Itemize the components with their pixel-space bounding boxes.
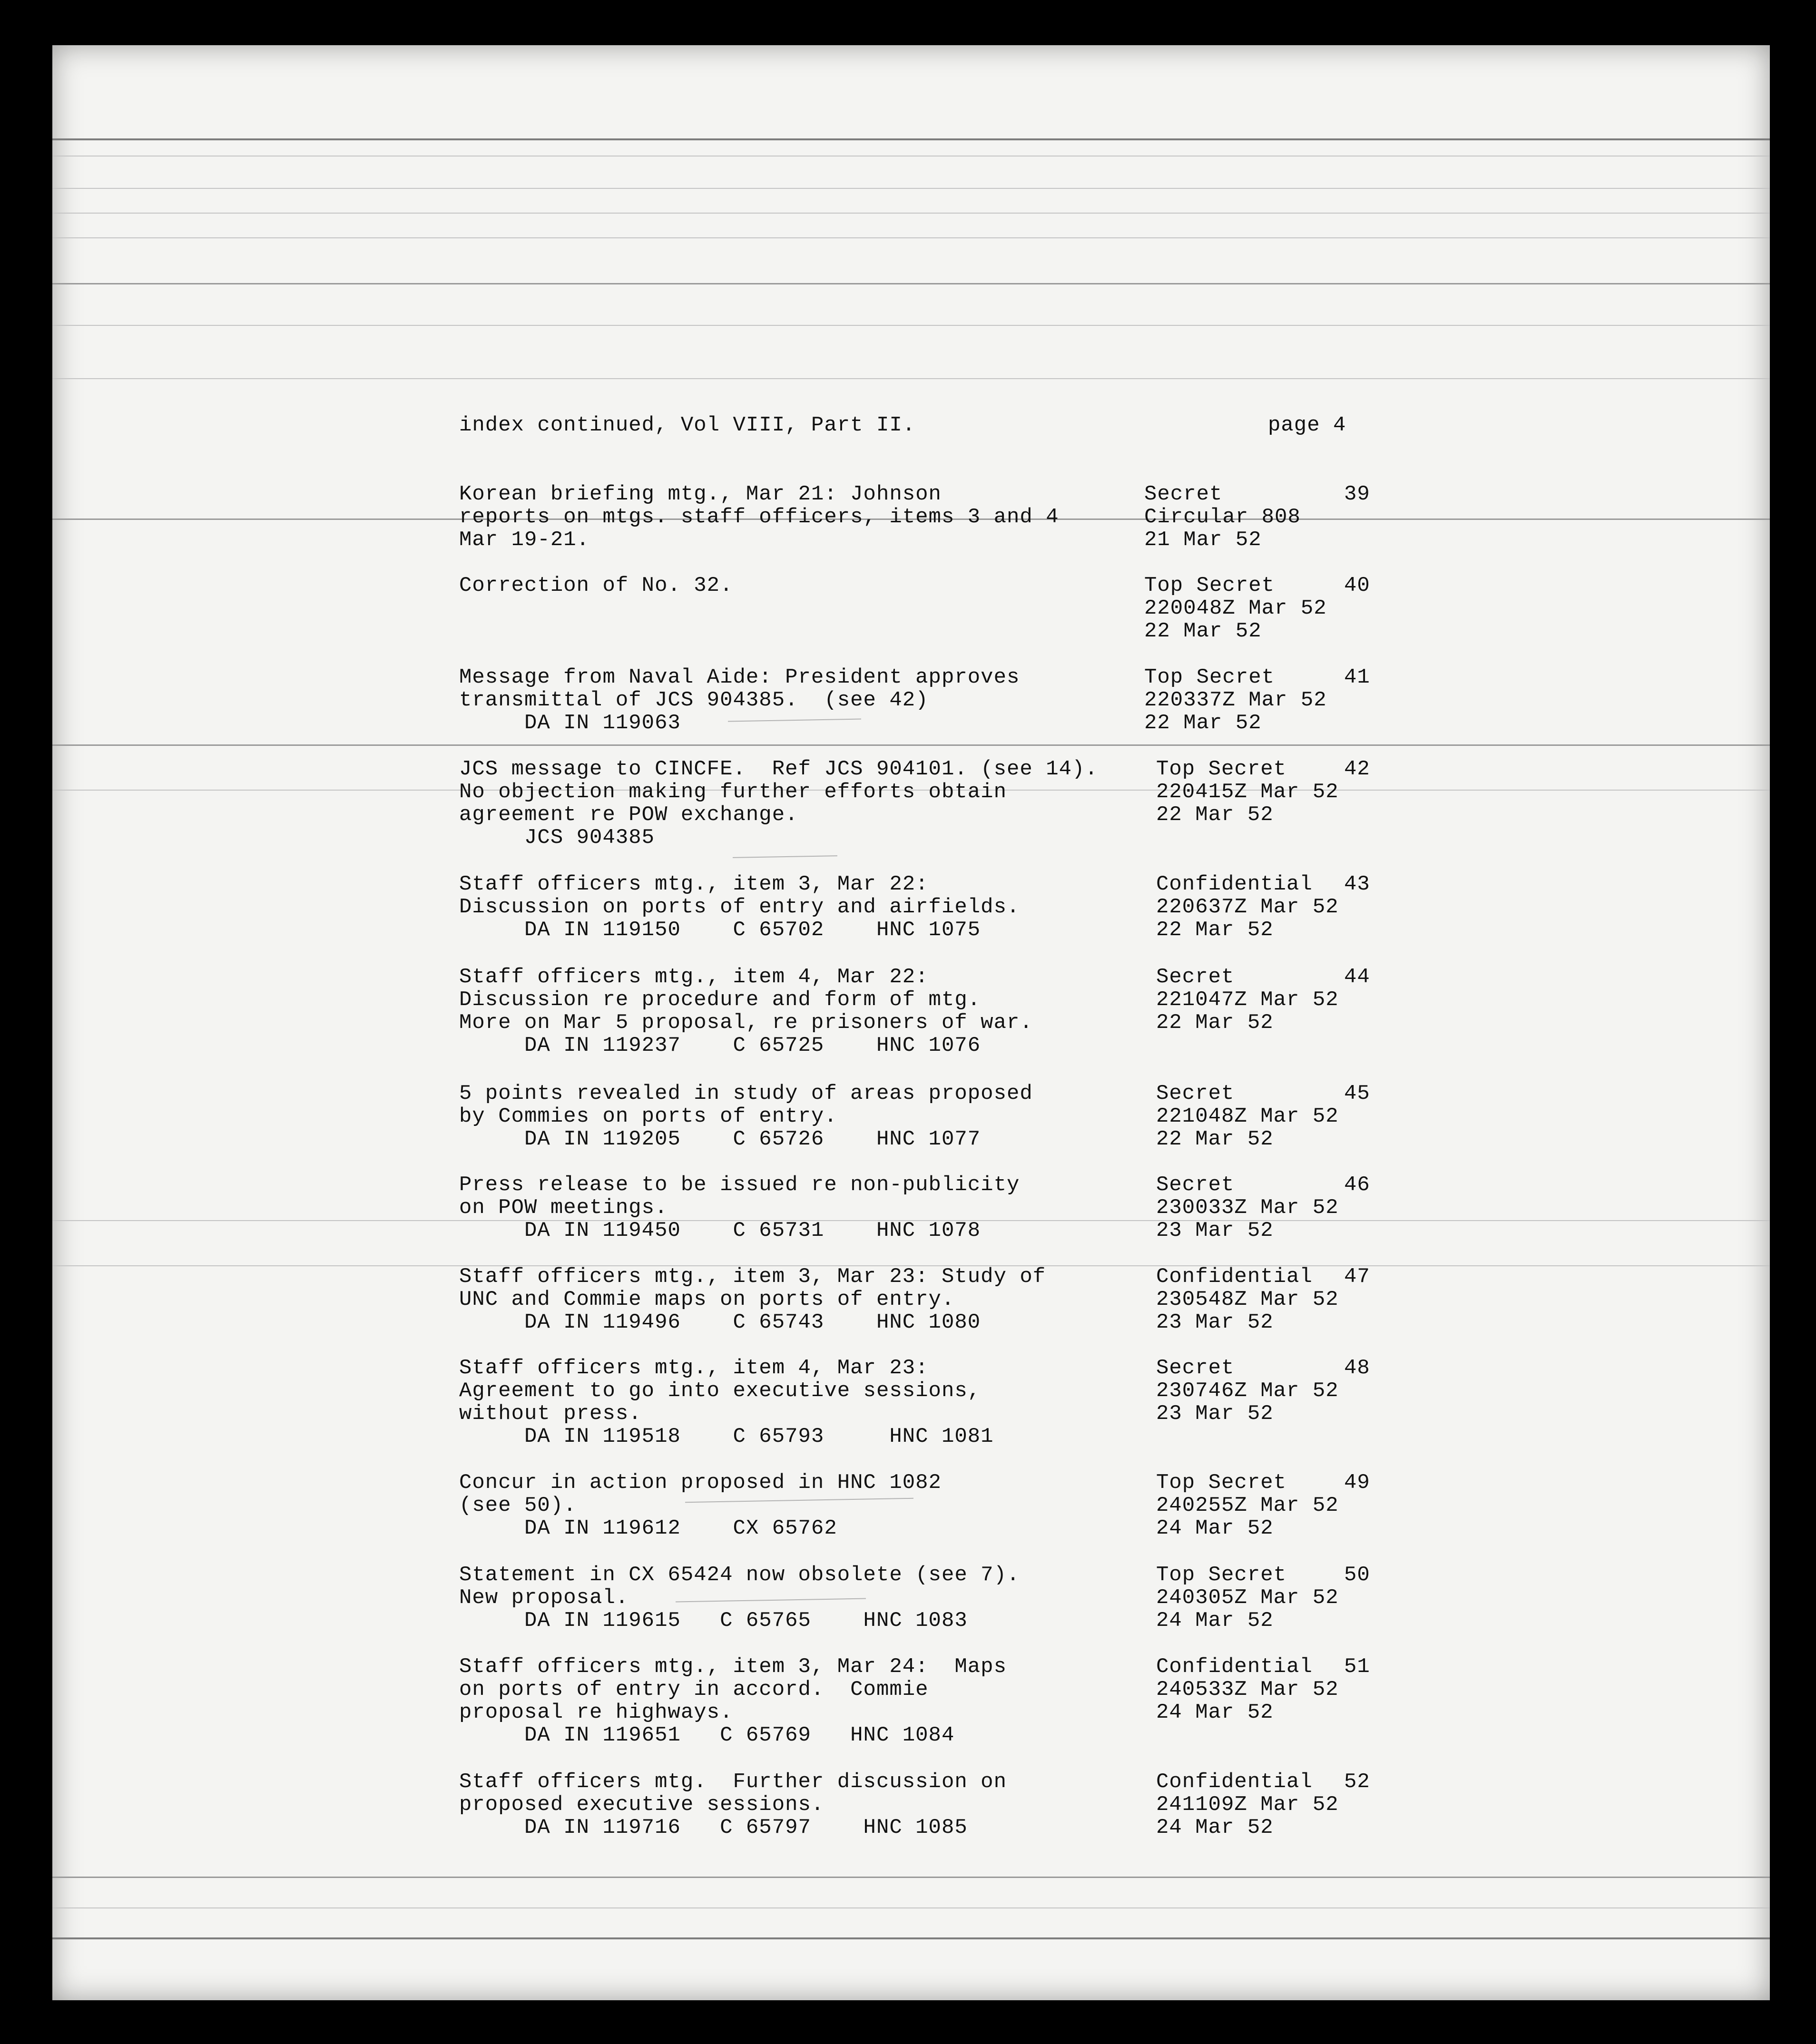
entry-reference: 240255Z Mar 52	[1156, 1494, 1339, 1517]
pencil-mark	[685, 1498, 913, 1503]
entry-description-line: Mar 19-21.	[459, 528, 590, 552]
pencil-mark	[728, 719, 861, 722]
entry-description-line: DA IN 119237 C 65725 HNC 1076	[459, 1034, 981, 1057]
entry-description-line: by Commies on ports of entry.	[459, 1105, 837, 1128]
entry-description-line: JCS 904385	[459, 826, 655, 850]
entry-classification: Top Secret	[1144, 574, 1275, 597]
entry-description-line: 5 points revealed in study of areas proposed	[459, 1082, 1033, 1105]
entry-description-line: Statement in CX 65424 now obsolete (see 7).	[459, 1563, 1020, 1587]
entry-description-line: agreement re POW exchange.	[459, 803, 798, 827]
entry-number: 46	[1344, 1173, 1370, 1197]
entry-number: 40	[1344, 574, 1370, 597]
entry-reference: 230746Z Mar 52	[1156, 1379, 1339, 1403]
entry-reference: 22 Mar 52	[1144, 711, 1262, 735]
entry-number: 48	[1344, 1356, 1370, 1380]
ruled-line	[52, 283, 1770, 284]
entry-description-line: Staff officers mtg. Further discussion on	[459, 1770, 1007, 1794]
entry-classification: Secret	[1156, 1082, 1235, 1105]
ruled-line	[52, 237, 1770, 238]
entry-description-line: DA IN 119496 C 65743 HNC 1080	[459, 1311, 981, 1334]
ruled-line	[52, 1937, 1770, 1939]
entry-reference: 24 Mar 52	[1156, 1701, 1274, 1724]
entry-classification: Confidential	[1156, 1265, 1313, 1289]
entry-classification: Confidential	[1156, 872, 1313, 896]
entry-reference: 220048Z Mar 52	[1144, 597, 1327, 620]
entry-reference: 220637Z Mar 52	[1156, 895, 1339, 919]
entry-description-line: on ports of entry in accord. Commie	[459, 1678, 929, 1702]
entry-description-line: DA IN 119615 C 65765 HNC 1083	[459, 1609, 968, 1633]
entry-reference: 21 Mar 52	[1144, 528, 1262, 552]
entry-reference: 230548Z Mar 52	[1156, 1288, 1339, 1311]
entry-classification: Secret	[1156, 965, 1235, 989]
entry-reference: 24 Mar 52	[1156, 1516, 1274, 1540]
ruled-line	[52, 213, 1770, 214]
entry-classification: Confidential	[1156, 1770, 1313, 1794]
entry-reference: 230033Z Mar 52	[1156, 1196, 1339, 1220]
entry-description-line: Concur in action proposed in HNC 1082	[459, 1471, 942, 1495]
entry-classification: Top Secret	[1156, 1471, 1287, 1495]
entry-number: 50	[1344, 1563, 1370, 1587]
entry-number: 42	[1344, 757, 1370, 781]
entry-description-line: JCS message to CINCFE. Ref JCS 904101. (see 14).	[459, 757, 1098, 781]
ruled-line	[52, 378, 1770, 379]
entry-description-line: Discussion re procedure and form of mtg.	[459, 988, 981, 1012]
entry-description-line: DA IN 119651 C 65769 HNC 1084	[459, 1723, 955, 1747]
entry-description-line: Press release to be issued re non-publicity	[459, 1173, 1020, 1197]
entry-description-line: More on Mar 5 proposal, re prisoners of war.	[459, 1011, 1033, 1035]
entry-description-line: transmittal of JCS 904385. (see 42)	[459, 688, 929, 712]
ruled-line	[52, 744, 1770, 746]
entry-classification: Confidential	[1156, 1655, 1313, 1679]
entry-description-line: Staff officers mtg., item 3, Mar 24: Maps	[459, 1655, 1007, 1679]
entry-reference: 221047Z Mar 52	[1156, 988, 1339, 1012]
entry-description-line: DA IN 119205 C 65726 HNC 1077	[459, 1127, 981, 1151]
entry-description-line: Correction of No. 32.	[459, 574, 733, 597]
entry-description-line: DA IN 119450 C 65731 HNC 1078	[459, 1219, 981, 1242]
entry-description-line: Korean briefing mtg., Mar 21: Johnson	[459, 482, 942, 506]
entry-reference: 22 Mar 52	[1156, 1127, 1274, 1151]
entry-number: 49	[1344, 1471, 1370, 1495]
pencil-mark	[733, 855, 837, 858]
entry-reference: 22 Mar 52	[1156, 1011, 1274, 1035]
entry-reference: 22 Mar 52	[1156, 803, 1274, 827]
entry-classification: Top Secret	[1144, 665, 1275, 689]
entry-description-line: Agreement to go into executive sessions,	[459, 1379, 981, 1403]
entry-description-line: (see 50).	[459, 1494, 577, 1517]
entry-reference: 23 Mar 52	[1156, 1219, 1274, 1242]
entry-number: 45	[1344, 1082, 1370, 1105]
ruled-line	[52, 138, 1770, 140]
entry-number: 41	[1344, 665, 1370, 689]
entry-reference: 221048Z Mar 52	[1156, 1105, 1339, 1128]
entry-reference: 22 Mar 52	[1156, 918, 1274, 942]
entry-description-line: Staff officers mtg., item 3, Mar 22:	[459, 872, 929, 896]
entry-description-line: DA IN 119150 C 65702 HNC 1075	[459, 918, 981, 942]
entry-reference: Circular 808	[1144, 505, 1301, 529]
entry-reference: 22 Mar 52	[1144, 619, 1262, 643]
entry-description-line: Staff officers mtg., item 3, Mar 23: Study of	[459, 1265, 1046, 1289]
entry-description-line: Discussion on ports of entry and airfields.	[459, 895, 1020, 919]
entry-description-line: without press.	[459, 1402, 642, 1426]
entry-number: 43	[1344, 872, 1370, 896]
entry-reference: 24 Mar 52	[1156, 1609, 1274, 1633]
entry-reference: 23 Mar 52	[1156, 1402, 1274, 1426]
entry-description-line: proposal re highways.	[459, 1701, 733, 1724]
ruled-line	[52, 325, 1770, 326]
entry-number: 44	[1344, 965, 1370, 989]
entry-reference: 220337Z Mar 52	[1144, 688, 1327, 712]
entry-classification: Secret	[1156, 1356, 1235, 1380]
entry-reference: 24 Mar 52	[1156, 1816, 1274, 1839]
entry-description-line: proposed executive sessions.	[459, 1793, 825, 1817]
entry-description-line: UNC and Commie maps on ports of entry.	[459, 1288, 955, 1311]
entry-description-line: DA IN 119518 C 65793 HNC 1081	[459, 1425, 994, 1448]
pencil-mark	[676, 1598, 866, 1603]
entry-description-line: Message from Naval Aide: President approves	[459, 665, 1020, 689]
entry-reference: 23 Mar 52	[1156, 1311, 1274, 1334]
page-number: page 4	[1268, 413, 1346, 437]
entry-reference: 241109Z Mar 52	[1156, 1793, 1339, 1817]
page-title: index continued, Vol VIII, Part II.	[459, 413, 916, 437]
entry-number: 52	[1344, 1770, 1370, 1794]
entry-description-line: New proposal.	[459, 1586, 629, 1610]
entry-description-line: on POW meetings.	[459, 1196, 668, 1220]
entry-description-line: DA IN 119612 CX 65762	[459, 1516, 837, 1540]
entry-description-line: Staff officers mtg., item 4, Mar 23:	[459, 1356, 929, 1380]
ruled-line	[52, 1877, 1770, 1878]
entry-description-line: reports on mtgs. staff officers, items 3 and 4	[459, 505, 1059, 529]
ruled-line	[52, 1907, 1770, 1908]
document-page	[52, 45, 1770, 2000]
entry-classification: Top Secret	[1156, 757, 1287, 781]
entry-description-line: No objection making further efforts obtain	[459, 780, 1007, 804]
entry-description-line: Staff officers mtg., item 4, Mar 22:	[459, 965, 929, 989]
entry-number: 39	[1344, 482, 1370, 506]
entry-reference: 220415Z Mar 52	[1156, 780, 1339, 804]
entry-number: 47	[1344, 1265, 1370, 1289]
entry-number: 51	[1344, 1655, 1370, 1679]
ruled-line	[52, 188, 1770, 189]
entry-classification: Secret	[1156, 1173, 1235, 1197]
entry-description-line: DA IN 119063	[459, 711, 681, 735]
entry-reference: 240305Z Mar 52	[1156, 1586, 1339, 1610]
entry-reference: 240533Z Mar 52	[1156, 1678, 1339, 1702]
entry-classification: Secret	[1144, 482, 1223, 506]
entry-classification: Top Secret	[1156, 1563, 1287, 1587]
entry-description-line: DA IN 119716 C 65797 HNC 1085	[459, 1816, 968, 1839]
